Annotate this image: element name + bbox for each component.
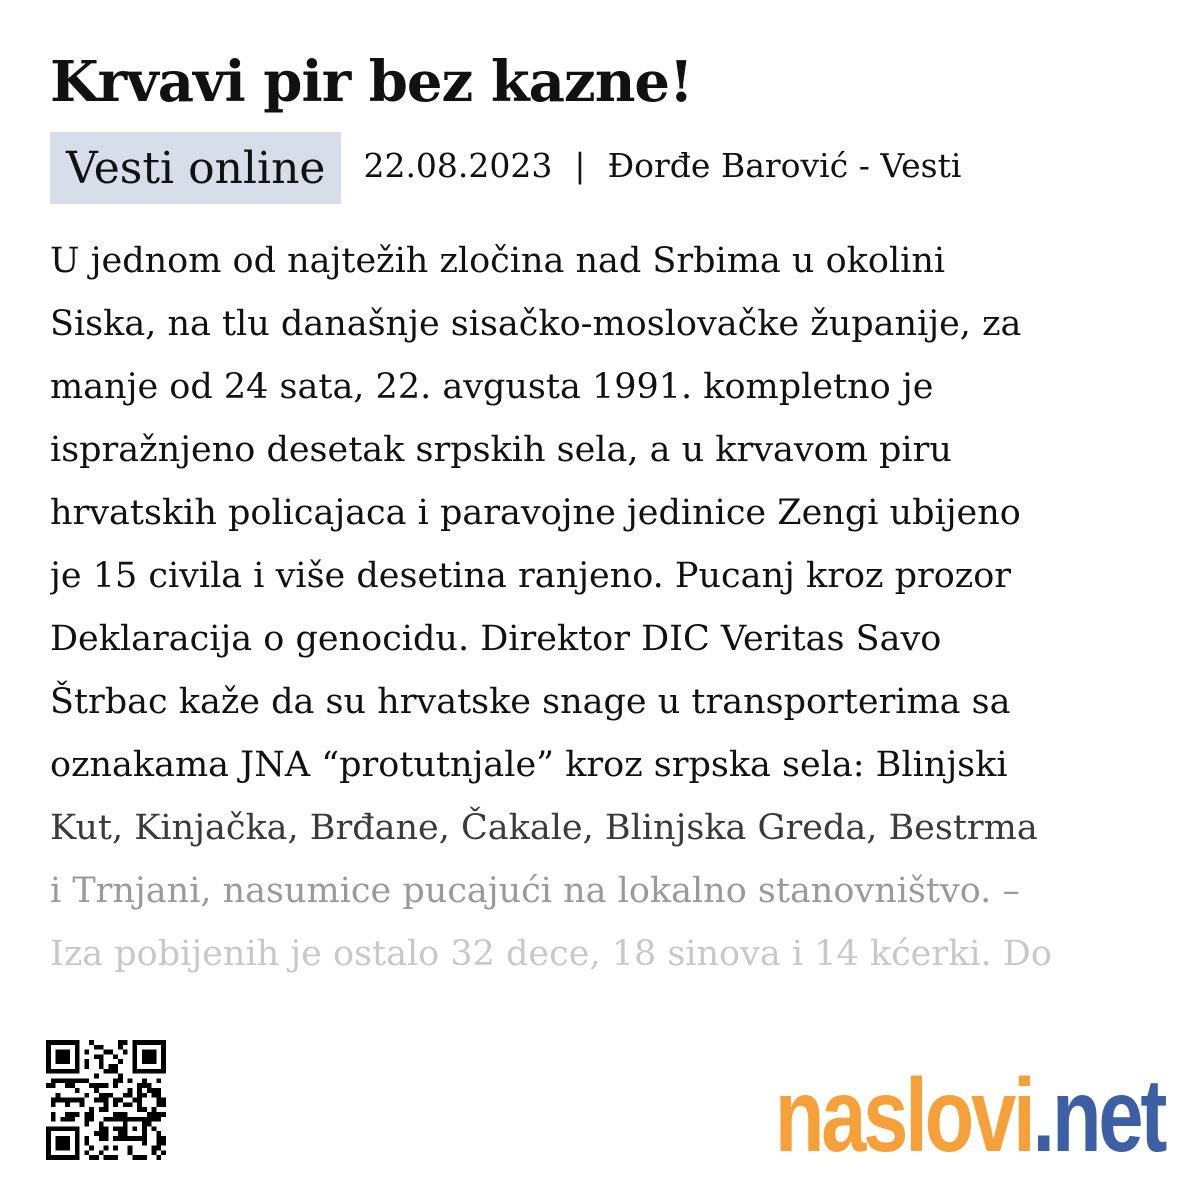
site-logo[interactable] — [774, 1058, 1164, 1174]
source-badge[interactable]: Vesti online — [50, 132, 341, 204]
article-body-line: hrvatskih policajaca i paravojne jedinice Zengi ubijeno — [50, 493, 1021, 533]
article-body-line: Siska, na tlu današnje sisačko-moslovačke županije, za — [50, 304, 1022, 344]
article-body-line: U jednom od najtežih zločina nad Srbima u okolini — [50, 241, 946, 281]
article-body-line: oznakama JNA “protutnjale” kroz srpska sela: Blinjski — [50, 745, 1008, 785]
qr-code-icon[interactable] — [46, 1040, 166, 1160]
logo-text-net: .net — [1032, 1058, 1164, 1174]
publish-date: 22.08.2023 — [363, 146, 553, 185]
logo-text-naslovi: naslovi — [774, 1058, 1033, 1174]
article-meta — [50, 132, 961, 204]
article-body-line: i Trnjani, nasumice pucajući na lokalno stanovništvo. – — [50, 871, 1020, 911]
article-body-line: Deklaracija o genocidu. Direktor DIC Veritas Savo — [50, 619, 942, 659]
article-body-line: Kut, Kinjačka, Brđane, Čakale, Blinjska Greda, Bestrma — [50, 808, 1038, 848]
article-body-line: ispražnjeno desetak srpskih sela, a u krvavom piru — [50, 430, 952, 470]
article-body-line: je 15 civila i više desetina ranjeno. Pucanj kroz prozor — [50, 556, 1012, 596]
article-body-line: manje od 24 sata, 22. avgusta 1991. kompletno je — [50, 367, 934, 407]
author-name: Đorđe Barović - Vesti — [607, 146, 962, 185]
article-body-line: Iza pobijenih je ostalo 32 dece, 18 sinova i 14 kćerki. Do — [50, 934, 1052, 974]
meta-separator: | — [574, 146, 586, 185]
article-body-line: Štrbac kaže da su hrvatske snage u transporterima sa — [50, 682, 1011, 722]
article-title: Krvavi pir bez kazne! — [50, 49, 693, 115]
article-body — [50, 230, 1160, 990]
meta-line — [363, 146, 961, 185]
